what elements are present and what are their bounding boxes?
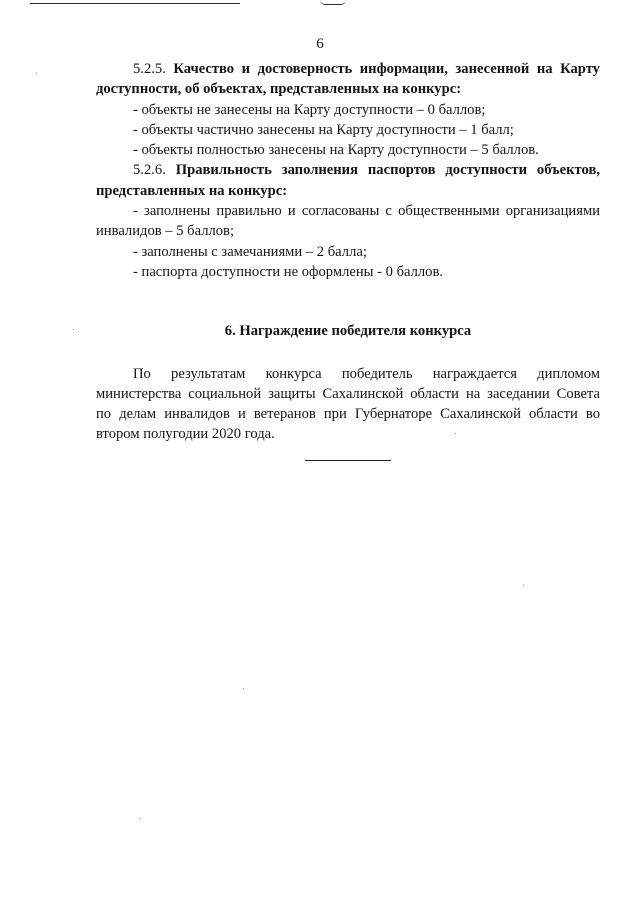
section-6-heading: 6. Награждение победителя конкурса: [224, 323, 472, 340]
clause-5-2-5-title-line2: доступности, об объектах, представленных на конкурс:: [96, 81, 462, 98]
list-item: - паспорта доступности не оформлены - 0 баллов.: [133, 263, 444, 280]
list-item: - заполнены с замечаниями – 2 балла;: [133, 243, 367, 260]
scan-speck: [36, 73, 37, 74]
scan-speck: [140, 818, 141, 819]
list-item: - объекты полностью занесены на Карту доступности – 5 баллов.: [133, 142, 539, 159]
section-6-paragraph-line1: По результатам конкурса победитель награждается дипломом: [133, 365, 600, 382]
scan-top-mark: [320, 0, 346, 5]
list-item: - заполнены правильно и согласованы с общественными организациями: [133, 203, 600, 220]
clause-number: 5.2.5.: [133, 61, 166, 77]
list-item-continuation: инвалидов – 5 баллов;: [96, 223, 235, 240]
closing-separator-line: [305, 460, 391, 461]
clause-5-2-6-title-line2: представленных на конкурс:: [96, 182, 288, 199]
clause-5-2-6-title-line1: [96, 160, 600, 180]
scan-speck: [243, 688, 244, 689]
clause-title: Правильность заполнения паспортов доступности объектов,: [175, 162, 600, 179]
clause-5-2-5-title-line1: [96, 59, 600, 79]
section-6-paragraph-line3: по делам инвалидов и ветеранов при Губернаторе Сахалинской области во: [96, 406, 600, 423]
scan-speck: [73, 329, 74, 330]
scan-speck: [455, 433, 456, 434]
section-6-paragraph-line4: втором полугодии 2020 года.: [96, 426, 275, 443]
section-6-paragraph-line2: министерства социальной защиты Сахалинской области на заседании Совета: [96, 385, 600, 402]
clause-number: 5.2.6.: [133, 162, 166, 179]
list-item: - объекты частично занесены на Карту доступности – 1 балл;: [133, 121, 514, 138]
page-number: 6: [316, 36, 324, 52]
list-item: - объекты не занесены на Карту доступности – 0 баллов;: [133, 101, 486, 118]
scan-speck: [523, 585, 524, 586]
document-body: [96, 59, 600, 445]
scan-top-edge-line: [30, 3, 240, 4]
clause-title: Качество и достоверность информации, занесенной на Карту: [173, 61, 600, 77]
